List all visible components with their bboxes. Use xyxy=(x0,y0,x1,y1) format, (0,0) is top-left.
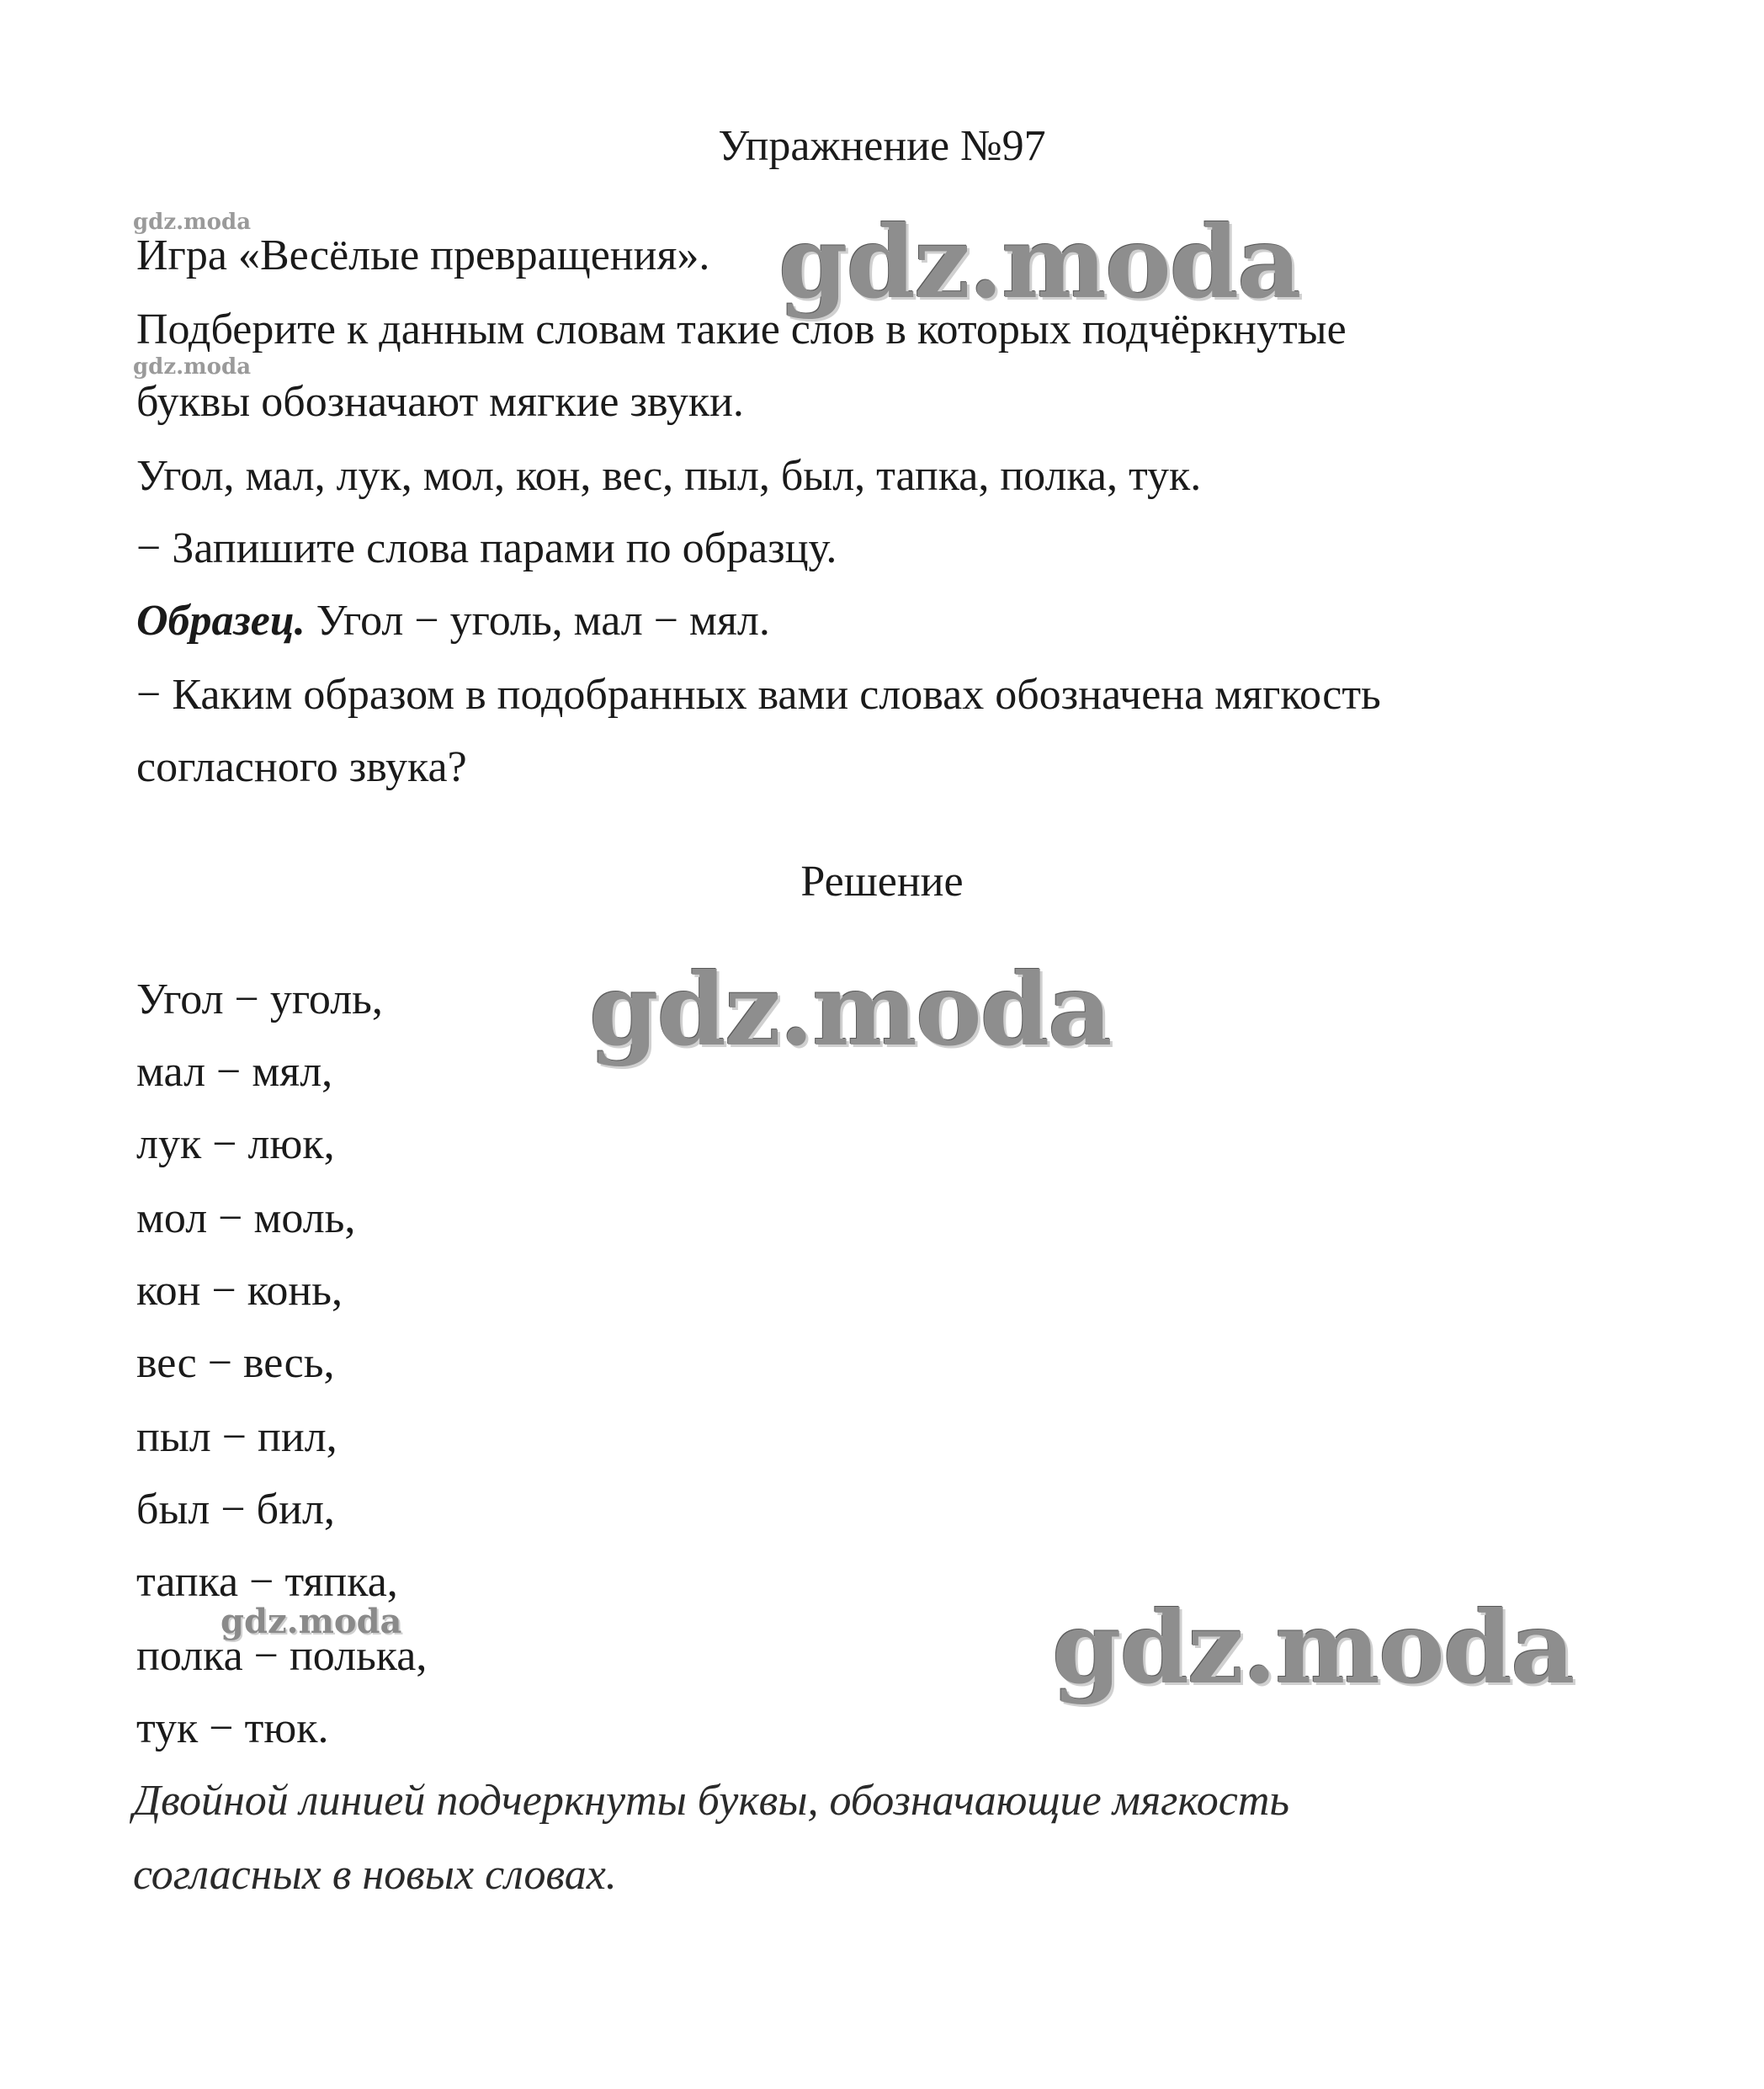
sample-text: Угол − уголь, мал − мял. xyxy=(305,597,770,645)
solution-pair: мал − мял, xyxy=(136,1048,333,1096)
watermark-small-1: gdz.moda xyxy=(133,210,252,235)
sample-label: Образец. xyxy=(136,597,306,645)
task-line-8: согласного звука? xyxy=(136,743,467,791)
solution-pair: лук − люк, xyxy=(136,1120,335,1168)
solution-note-line-2: согласных в новых словах. xyxy=(133,1851,617,1899)
task-line-7: − Каким образом в подобранных вами словах обозначена мягкость xyxy=(136,671,1381,719)
task-line-2: Подберите к данным словам такие слов в которых подчёркнутые xyxy=(136,306,1347,353)
task-word-list: Угол, мал, лук, мол, кон, вес, пыл, был, тапка, полка, тук. xyxy=(136,452,1202,500)
solution-pair: тук − тюк. xyxy=(136,1704,329,1752)
solution-pair: Угол − уголь, xyxy=(136,975,383,1023)
watermark-small-2: gdz.moda xyxy=(133,354,252,380)
task-line-3: буквы обозначают мягкие звуки. xyxy=(136,378,744,426)
solution-pair: кон − конь, xyxy=(136,1267,343,1315)
solution-pair: полка − полька, xyxy=(136,1632,428,1680)
solution-pair: был − бил, xyxy=(136,1486,335,1534)
solution-pair: вес − весь, xyxy=(136,1339,335,1387)
solution-note-line-1: Двойной линией подчеркнуты буквы, обозначающие мягкость xyxy=(133,1777,1290,1825)
task-sample xyxy=(136,596,770,646)
watermark-big-3: gdz.moda xyxy=(1052,1589,1574,1706)
solution-pair: мол − моль, xyxy=(136,1194,356,1242)
solution-title: Решение xyxy=(800,858,964,906)
solution-pair: тапка − тяпка, xyxy=(136,1558,398,1606)
solution-pair: пыл − пил, xyxy=(136,1413,337,1461)
exercise-title: Упражнение №97 xyxy=(718,122,1046,170)
task-line-1: Игра «Весёлые превращения». xyxy=(136,231,710,279)
watermark-big-2: gdz.moda xyxy=(589,951,1111,1068)
watermark-mid: gdz.moda xyxy=(220,1602,402,1641)
task-line-5: − Запишите слова парами по образцу. xyxy=(136,524,837,572)
watermark-big-1: gdz.moda xyxy=(778,204,1300,321)
